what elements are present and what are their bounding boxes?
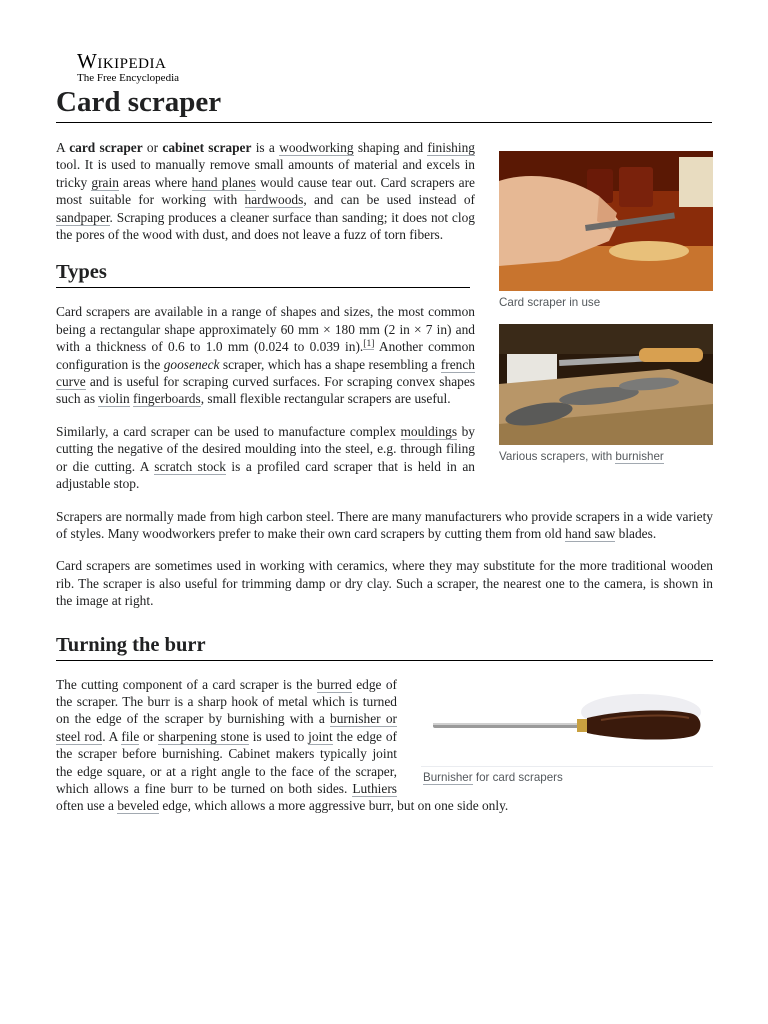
text: often use a <box>56 798 118 814</box>
text: Similarly, a card scraper can be used to manufacture complex <box>56 423 401 439</box>
text: . Scraping produces a cleaner surface than sanding; it does not clog the pores of the wood with dust, and does not leave a fuzz of torn fibers. <box>56 209 475 243</box>
text: A <box>56 140 70 155</box>
text: . A <box>102 728 122 744</box>
text: the edge of the scraper before burnishing. Cabinet makers typically joint the edge square, or at a right angle to the face of the scraper, which allows a fine burr to be turned on both sides. <box>56 728 397 796</box>
logo-tagline: The Free Encyclopedia <box>77 72 180 84</box>
various-scrapers-illustration <box>499 324 713 445</box>
page-title: Card scraper <box>56 84 712 123</box>
text: scraper, which has a shape resembling a <box>219 356 441 372</box>
link-joint[interactable]: joint <box>308 728 333 744</box>
link-violin[interactable]: violin <box>98 391 130 407</box>
types-paragraph-4: Card scrapers are sometimes used in working with ceramics, where they may substitute for the more traditional wooden rib. The scraper is also useful for trimming damp or dry clay. Such a scraper, the nearest one to the camera, is shown in the image at right. <box>56 558 713 609</box>
types-paragraph-3 <box>56 508 713 543</box>
text: by cutting the negative of the desired moulding into the steel, e.g. through filing or die cutting. A <box>56 423 475 474</box>
text: tool. It is used to manually remove small amounts of material and excels in tricky <box>56 157 475 190</box>
text: is a profiled card scraper that is held in an adjustable stop. <box>56 458 476 492</box>
link-grain[interactable]: grain <box>91 174 119 190</box>
text: Another common configuration is the <box>56 339 475 372</box>
text: would cause tear out. Card scrapers are most suitable for working with <box>56 174 475 208</box>
link-woodworking[interactable]: woodworking <box>279 140 354 155</box>
figure-various-scrapers <box>499 324 713 464</box>
text: edge, which allows a more aggressive burr, but on one side only. <box>159 798 509 814</box>
text: or <box>142 140 163 155</box>
link-luthiers[interactable]: Luthiers <box>352 780 397 796</box>
various-scrapers-photo[interactable] <box>499 324 713 445</box>
bold-term: cabinet scraper <box>162 140 252 155</box>
card-scraper-photo[interactable] <box>499 151 713 291</box>
link-hand-planes[interactable]: hand planes <box>191 174 256 190</box>
section-heading-turning-the-burr: Turning the burr <box>56 632 713 661</box>
link-sandpaper[interactable]: sandpaper <box>56 209 110 225</box>
link-burnisher-or-steel-rod[interactable]: burnisher or steel rod <box>56 711 397 744</box>
text: , and can be used instead of <box>303 192 475 208</box>
burnisher-illustration <box>421 682 713 766</box>
article-body <box>56 139 713 830</box>
figure-caption: Card scraper in use <box>499 296 601 309</box>
link-beveled[interactable]: beveled <box>117 798 159 814</box>
figure-card-scraper-in-use <box>499 151 713 310</box>
text: is used to <box>248 728 309 744</box>
italic-term: gooseneck <box>163 356 220 372</box>
link-burred[interactable]: burred <box>316 676 352 692</box>
caption-text: Various scrapers, with <box>499 450 616 463</box>
link-hand-saw[interactable]: hand saw <box>565 525 616 541</box>
text: shaping and <box>353 140 428 155</box>
text: areas where <box>118 174 192 190</box>
text: The cutting component of a card scraper is the <box>56 676 317 692</box>
link-file[interactable]: file <box>121 728 140 744</box>
text: and is useful for scraping curved surfaces. For scraping convex shapes such as <box>56 374 475 407</box>
text: is a <box>251 140 280 155</box>
text: Scrapers are normally made from high carbon steel. There are many manufacturers who provide scrapers in a wide variety of styles. Many woodworkers prefer to make their own card scrapers by cutting them from old <box>56 508 713 541</box>
link-hardwoods[interactable]: hardwoods <box>244 192 304 208</box>
text: Card scrapers are available in a range of shapes and sizes, the most common being a rectangular shape approximately 60 mm × 180 mm (2 in × 7 in) and with a thickness of 0.6 to 1.0 mm (0.024 to 0.039 in). <box>56 304 475 355</box>
link-mouldings[interactable]: mouldings <box>400 423 458 439</box>
reference-link[interactable]: [1] <box>363 338 375 349</box>
figure-burnisher <box>421 682 713 785</box>
link-burnisher-caption[interactable]: burnisher <box>615 450 664 463</box>
figure-caption <box>499 450 713 464</box>
logo-wordmark: Wikipedia <box>77 49 167 73</box>
link-scratch-stock[interactable]: scratch stock <box>154 458 226 474</box>
section-heading-types: Types <box>56 259 470 288</box>
text: blades. <box>615 525 657 541</box>
text: or <box>139 728 159 744</box>
wikipedia-logo[interactable] <box>77 50 179 84</box>
link-sharpening-stone[interactable]: sharpening stone <box>158 728 249 744</box>
burnisher-photo[interactable] <box>421 682 713 767</box>
caption-text: for card scrapers <box>472 770 563 784</box>
link-french-curve[interactable]: french curve <box>56 356 475 390</box>
link-burnisher[interactable]: Burnisher <box>423 770 473 784</box>
figure-caption <box>421 771 713 785</box>
bold-term: card scraper <box>69 140 143 155</box>
text: , small flexible rectangular scrapers are useful. <box>200 391 451 407</box>
text: edge of the scraper. The burr is a sharp hook of metal which is turned on the edge of the scraper by burnishing with a <box>56 676 397 727</box>
link-finishing[interactable]: finishing <box>427 140 475 155</box>
card-scraper-illustration <box>499 151 713 291</box>
link-fingerboards[interactable]: fingerboards <box>133 391 201 407</box>
